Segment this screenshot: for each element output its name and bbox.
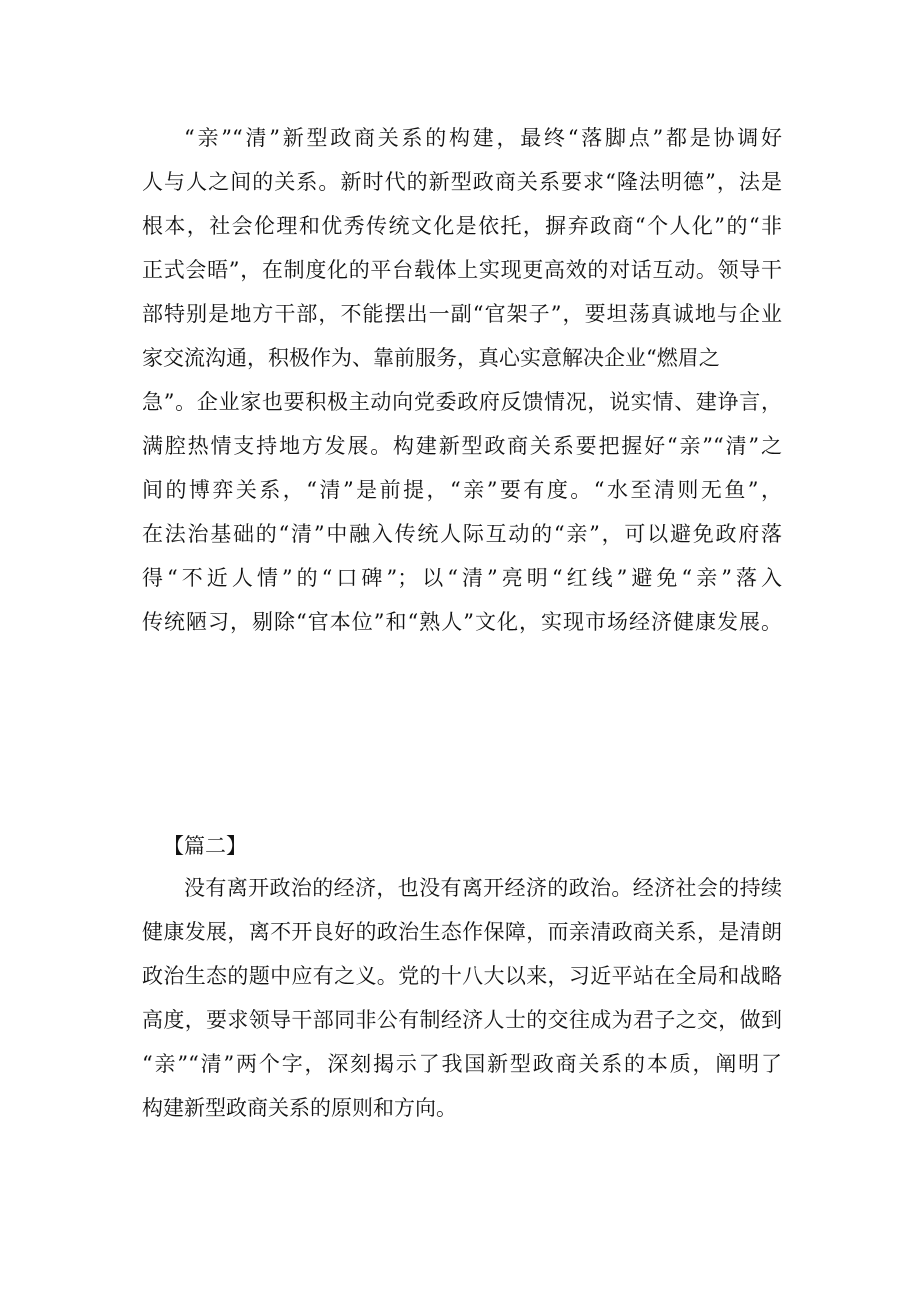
paragraph-line: 构建新型政商关系的原则和方向。 — [142, 1096, 457, 1120]
paragraph-line: 满腔热情支持地方发展。构建新型政商关系要把握好“亲”“清”之 — [142, 434, 782, 458]
paragraph-line: 得“不近人情”的“口碑”；以“清”亮明“红线”避免“亲”落入 — [142, 566, 782, 590]
paragraph-line: 传统陋习，剔除“官本位”和“熟人”文化，实现市场经济健康发展。 — [142, 610, 782, 634]
paragraph-line: “亲”“清”新型政商关系的构建，最终“落脚点”都是协调好 — [184, 126, 782, 150]
paragraph-line: 正式会晤”，在制度化的平台载体上实现更高效的对话互动。领导干 — [142, 258, 782, 282]
paragraph-line: 根本，社会伦理和优秀传统文化是依托，摒弃政商“个人化”的“非 — [142, 214, 782, 238]
paragraph-line: 没有离开政治的经济，也没有离开经济的政治。经济社会的持续 — [184, 876, 782, 900]
paragraph-line: “亲”“清”两个字，深刻揭示了我国新型政商关系的本质，阐明了 — [142, 1052, 782, 1076]
paragraph-line: 在法治基础的“清”中融入传统人际互动的“亲”，可以避免政府落 — [142, 522, 782, 546]
paragraph-line: 政治生态的题中应有之义。党的十八大以来，习近平站在全局和战略 — [142, 964, 782, 988]
paragraph-line: 间的博弈关系，“清”是前提，“亲”要有度。“水至清则无鱼”， — [142, 478, 782, 502]
paragraph-line: 急”。企业家也要积极主动向党委政府反馈情况，说实情、建诤言， — [142, 390, 782, 414]
paragraph-line: 高度，要求领导干部同非公有制经济人士的交往成为君子之交，做到 — [142, 1008, 782, 1032]
section-heading: 【篇二】 — [163, 834, 247, 858]
paragraph-line: 健康发展，离不开良好的政治生态作保障，而亲清政商关系，是清朗 — [142, 920, 782, 944]
paragraph-line: 部特别是地方干部，不能摆出一副“官架子”，要坦荡真诚地与企业 — [142, 302, 782, 326]
paragraph-line: 人与人之间的关系。新时代的新型政商关系要求“隆法明德”，法是 — [142, 170, 782, 194]
paragraph-line: 家交流沟通，积极作为、靠前服务，真心实意解决企业“燃眉之 — [142, 346, 720, 370]
